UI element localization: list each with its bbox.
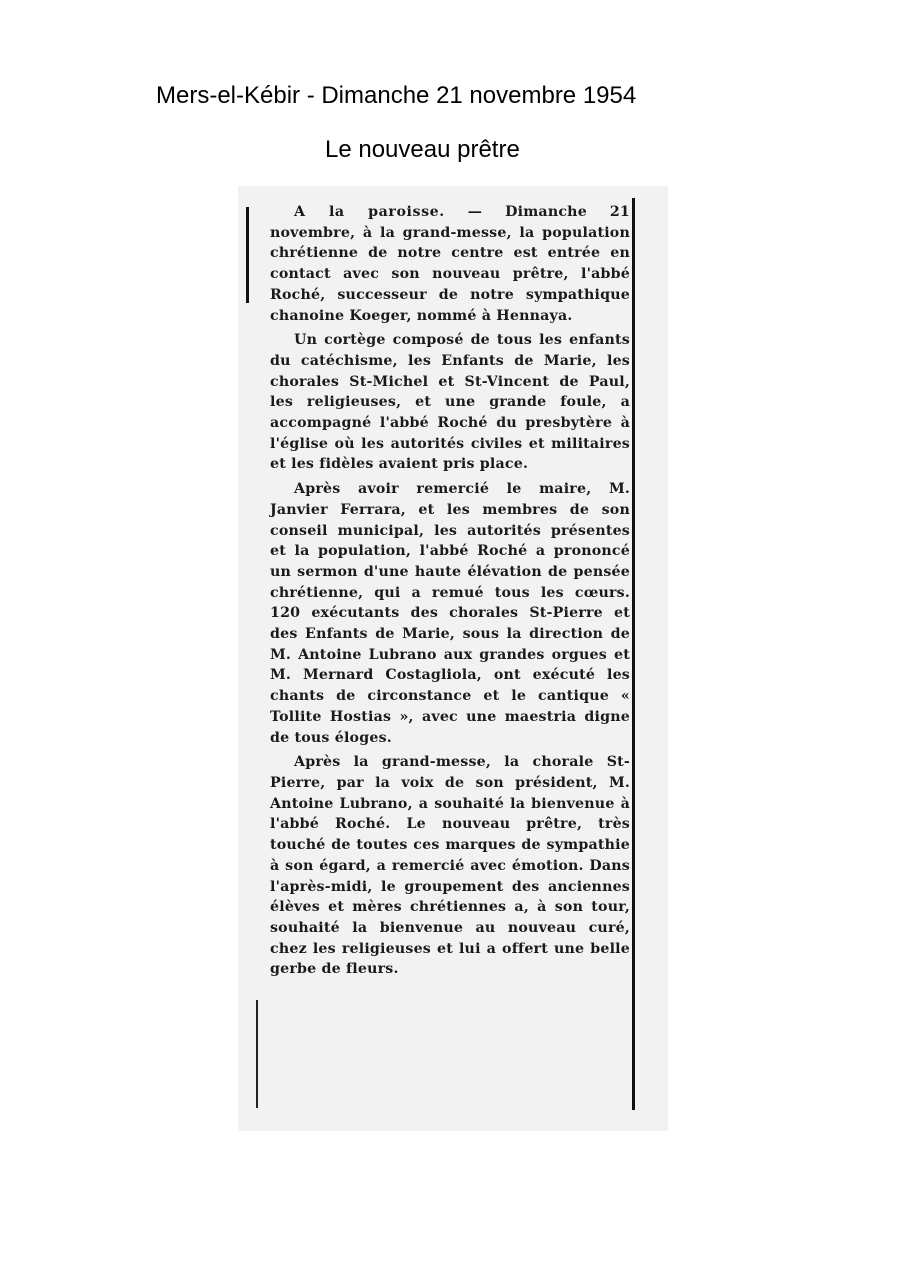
column-rule-left [246,207,249,303]
column-rule-right [632,198,635,1110]
page-subtitle: Le nouveau prêtre [325,136,520,163]
article-paragraph [270,202,630,326]
article-paragraph: Un cortège composé de tous les enfants du catéchisme, les Enfants de Marie, les chorales St-Michel et St-Vincent de Paul, les religieuses, et une grande foule, a accompagné l'abbé Roché du presbytère à l'église où les autorités civiles et militaires et les fidèles avaient pris place. [270,332,630,473]
article-paragraph: Après la grand-messe, la chorale St-Pierre, par la voix de son président, M. Antoine Lubrano, a souhaité la bienvenue à l'abbé Roché. Le nouveau prêtre, très touché de toutes ces marques de sympathie à son égard, a remercié avec émotion. Dans l'après-midi, le groupement des anciennes élèves et mères chrétiennes a, à son tour, souhaité la bienvenue au nouveau curé, chez les religieuses et lui a offert une belle gerbe de fleurs. [270,754,630,978]
page-title: Mers-el-Kébir - Dimanche 21 novembre 1954 [156,82,637,109]
article-body [270,202,630,980]
article-lead: A la paroisse. [294,204,445,220]
article-paragraph: Après avoir remercié le maire, M. Janvier Ferrara, et les membres de son conseil municipal, les autorités présentes et la population, l'abbé Roché a prononcé un sermon d'une haute élévation de pensée chrétienne, qui a remué tous les cœurs. 120 exécutants des chorales St-Pierre et des Enfants de Marie, sous la direction de M. Antoine Lubrano aux grandes orgues et M. Mernard Costagliola, ont exécuté les chants de circonstance et le cantique « Tollite Hostias », avec une maestria digne de tous éloges. [270,481,630,746]
article-paragraph-text: — Dimanche 21 novembre, à la grand-messe, la population chrétienne de notre centre est entrée en contact avec son nouveau prêtre, l'abbé Roché, successeur de notre sympathique chanoine Koeger, nommé à Hennaya. [270,204,631,324]
column-rule-left-lower [256,1000,258,1108]
